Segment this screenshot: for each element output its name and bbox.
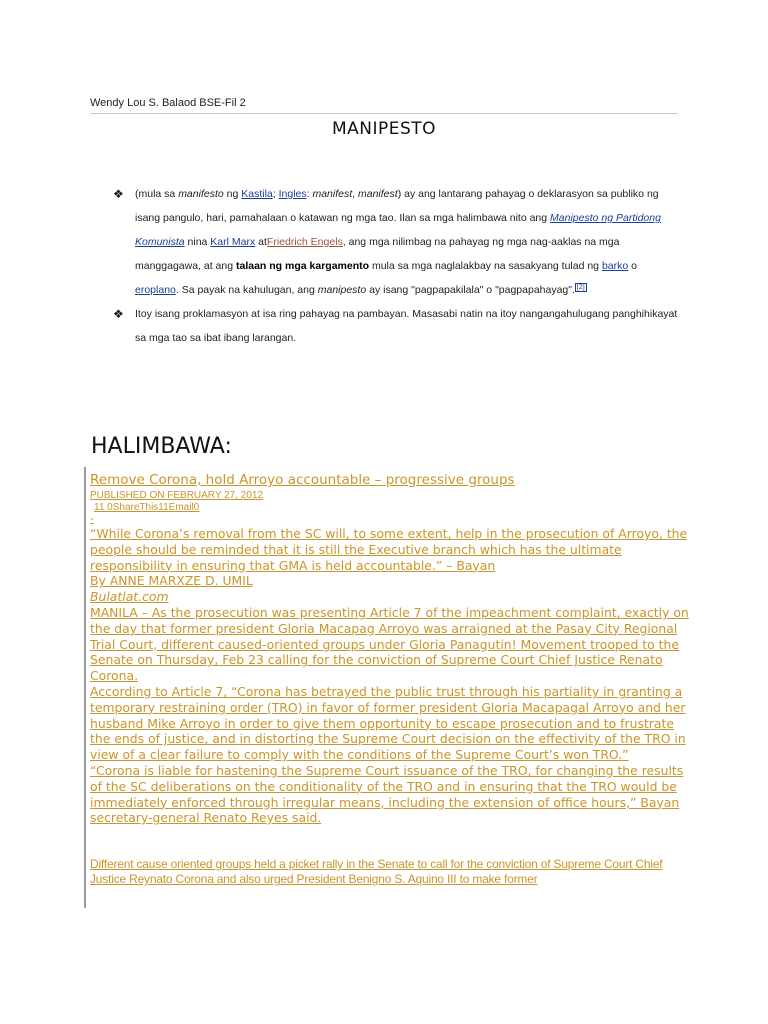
article-paragraph[interactable]: According to Article 7, “Corona has betrayed the public trust through his partiality in granting a temporary restraining order (TRO) in favor of former president Gloria Macapagal Arroyo and her husband Mike Arroyo in order to give them opportunity to escape prosecution and to frustrate the ends of justice, and in distorting the Supreme Court decision on the effectivity of the TRO in view of a clear failure to comply with the conditions of the Supreme Court’s won TRO.”: [90, 683, 686, 763]
share-counts[interactable]: 11 0ShareThis11Email0: [94, 502, 200, 513]
link-friedrich-engels[interactable]: Friedrich Engels: [266, 236, 343, 248]
italic-term: manifest: [312, 188, 353, 200]
definition-bullet: [113, 302, 683, 350]
text-run: ng: [223, 188, 242, 200]
diamond-bullet-icon: ❖: [113, 187, 124, 201]
italic-term: manipesto: [317, 284, 367, 296]
bold-term: talaan ng mga kargamento: [236, 260, 370, 272]
text-run: . Sa payak na kahulugan, ang: [175, 284, 318, 296]
separator-dash: -: [90, 514, 94, 525]
author-line: Wendy Lou S. Balaod BSE-Fil 2: [90, 97, 246, 109]
text-run: ) ay ang lantarang pahayag o deklarasyon sa publiko ng isang pangulo, hari, pamahalaan o katawan ng mga tao. Ilan sa mga halimbawa nito ang: [135, 188, 659, 224]
text-run: ay isang "pagpapakilala" o "pagpapahayag".: [366, 284, 575, 296]
article-paragraph[interactable]: MANILA – As the prosecution was presenting Article 7 of the impeachment complaint, exactly on the day that former president Gloria Macapag Arroyo was arraigned at the Pasay City Regional Trial Court, different caused-oriented groups under Gloria Panagutin! Movement trooped to the Senate on Thursday, Feb 23 calling for the conviction of Supreme Court Chief Justice Renato Corona.: [90, 604, 689, 684]
article-left-border: [84, 467, 86, 908]
article-byline[interactable]: By ANNE MARXZE D. UMIL: [90, 573, 253, 589]
diamond-bullet-icon: ❖: [113, 307, 124, 321]
text-run: :: [306, 188, 313, 200]
definition-bullet: [113, 182, 683, 302]
link-ingles[interactable]: Ingles: [278, 188, 307, 200]
link-karl-marx[interactable]: Karl Marx: [210, 236, 256, 248]
article-title-link[interactable]: Remove Corona, hold Arroyo accountable – progressive groups: [90, 472, 515, 488]
text-run: mula sa mga naglalakbay na sasakyang tulad ng: [369, 260, 602, 272]
article-source[interactable]: Bulatlat.com: [90, 589, 169, 605]
link-barko[interactable]: barko: [601, 260, 629, 272]
text-run: nina: [184, 236, 211, 248]
italic-term: manifesto: [178, 188, 224, 200]
reference-link[interactable]: [2]: [576, 283, 585, 291]
link-partido-komunista[interactable]: Manipesto ng Partidong Komunista: [135, 212, 661, 248]
article-quote[interactable]: “While Corona’s removal from the SC will, to some extent, help in the prosecution of Arroyo, the people should be reminded that it is still the Executive branch which has the ultimate responsibility in ensuring that GMA is held accountable.” – Bayan: [90, 526, 688, 573]
published-date[interactable]: PUBLISHED ON FEBRUARY 27, 2012: [90, 490, 264, 501]
definition-list: [113, 182, 683, 350]
page-title: MANIPESTO: [331, 119, 437, 139]
section-heading: HALIMBAWA:: [91, 434, 232, 459]
header-divider: [90, 113, 678, 114]
example-article: [90, 472, 690, 887]
text-run: (mula sa: [135, 188, 179, 200]
bullet-text: Itoy isang proklamasyon at isa ring pahayag na pambayan. Masasabi natin na itoy nangangahulugang panghihikayat sa mga tao sa ibat ibang larangan.: [135, 308, 678, 344]
article-footer-text[interactable]: Different cause oriented groups held a picket rally in the Senate to call for the conviction of Supreme Court Chief Justice Reynato Corona and also urged President Benigno S. Aquino III to make former: [90, 857, 663, 887]
text-run: ,: [352, 188, 358, 200]
text-run: at: [255, 236, 267, 248]
link-kastila[interactable]: Kastila: [241, 188, 273, 200]
text-run: , ang mga nilimbag na pahayag ng mga nag-aaklas na mga manggagawa, at ang: [135, 236, 620, 272]
text-run: o: [628, 260, 637, 272]
link-eroplano[interactable]: eroplano: [135, 284, 176, 296]
text-run: ;: [272, 188, 279, 200]
italic-term: manifest: [358, 188, 398, 200]
article-paragraph[interactable]: “Corona is liable for hastening the Supreme Court issuance of the TRO, for changing the results of the SC deliberations on the conditionality of the TRO and in ensuring that the TRO would be immediately enforced through irregular means, including the extension of office hours,” Bayan secretary-general Renato Reyes said.: [90, 762, 684, 826]
